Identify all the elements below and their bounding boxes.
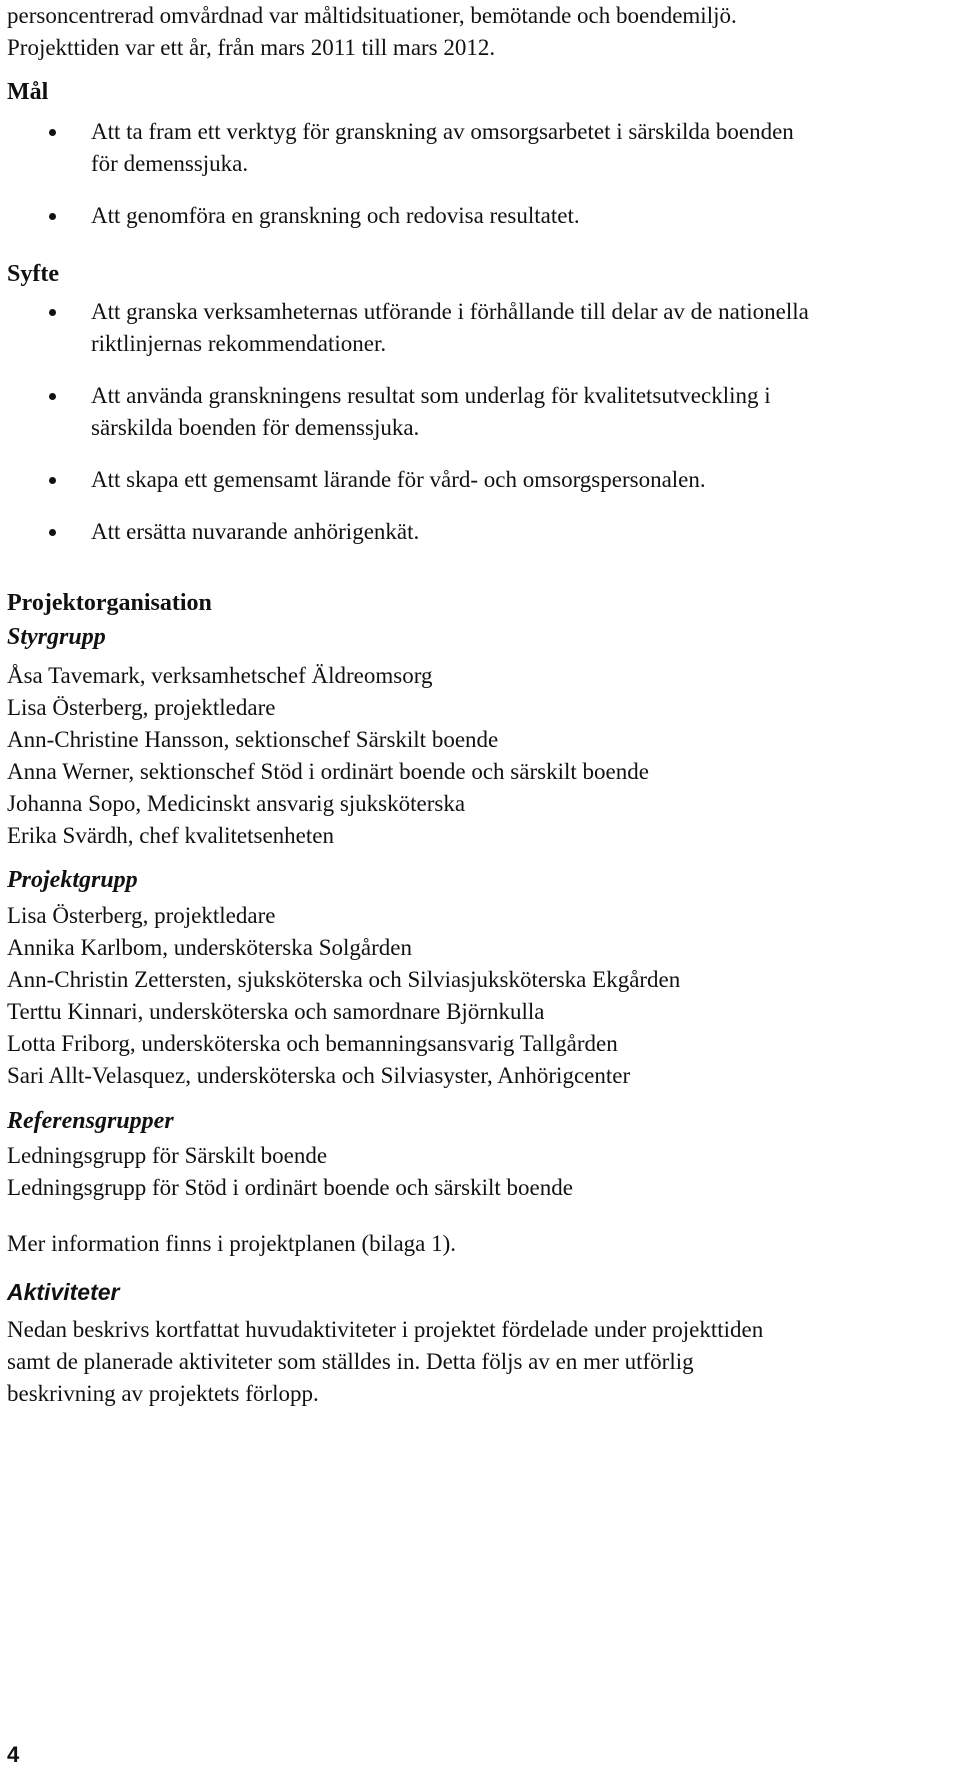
list-item	[7, 200, 807, 232]
list-item	[7, 116, 807, 180]
list-item-text: Att ersätta nuvarande anhörigenkät.	[91, 519, 420, 544]
list-item-text: Att ta fram ett verktyg för granskning av omsorgsarbetet i särskilda boenden för demenssjuka.	[91, 119, 794, 176]
styrgrupp-members	[7, 660, 952, 852]
mal-heading: Mål	[7, 79, 49, 105]
referensgrupper-heading: Referensgrupper	[7, 1108, 174, 1134]
list-item	[7, 380, 857, 444]
member-line: Lisa Österberg, projektledare	[7, 903, 276, 928]
mal-list	[7, 116, 807, 252]
member-line: Erika Svärdh, chef kvalitetsenheten	[7, 823, 334, 848]
paragraph-line: beskrivning av projektets förlopp.	[7, 1381, 319, 1406]
syfte-heading: Syfte	[7, 261, 59, 287]
paragraph-line: samt de planerade aktiviteter som ställdes in. Detta följs av en mer utförlig	[7, 1349, 694, 1374]
list-item	[7, 464, 857, 496]
intro-paragraph	[7, 0, 952, 64]
list-item-text: Att använda granskningens resultat som underlag för kvalitetsutveckling i särskilda boenden för demenssjuka.	[91, 383, 771, 440]
member-line: Terttu Kinnari, undersköterska och samordnare Björnkulla	[7, 999, 545, 1024]
list-item-text: Att genomföra en granskning och redovisa resultatet.	[91, 203, 580, 228]
member-line: Lisa Österberg, projektledare	[7, 695, 276, 720]
bullet-icon	[49, 529, 56, 536]
intro-line: Projekttiden var ett år, från mars 2011 till mars 2012.	[7, 35, 496, 60]
member-line: Sari Allt-Velasquez, undersköterska och Silviasyster, Anhörigcenter	[7, 1063, 631, 1088]
list-item	[7, 516, 857, 548]
member-line: Ledningsgrupp för Särskilt boende	[7, 1143, 328, 1168]
member-line: Annika Karlbom, undersköterska Solgården	[7, 935, 412, 960]
bullet-icon	[49, 309, 56, 316]
projektgrupp-members	[7, 900, 952, 1092]
list-item-text: Att skapa ett gemensamt lärande för vård- och omsorgspersonalen.	[91, 467, 706, 492]
member-line: Ledningsgrupp för Stöd i ordinärt boende och särskilt boende	[7, 1175, 573, 1200]
aktiviteter-paragraph	[7, 1314, 952, 1410]
organisation-heading: Projektorganisation	[7, 590, 212, 616]
page-number: 4	[7, 1742, 20, 1767]
styrgrupp-heading: Styrgrupp	[7, 624, 106, 650]
intro-line: personcentrerad omvårdnad var måltidsituationer, bemötande och boendemiljö.	[7, 3, 737, 28]
list-item-text: Att granska verksamheternas utförande i förhållande till delar av de nationella riktlinjernas rekommendationer.	[91, 299, 809, 356]
more-info-text: Mer information finns i projektplanen (bilaga 1).	[7, 1231, 457, 1256]
paragraph-line: Nedan beskrivs kortfattat huvudaktiviteter i projektet fördelade under projekttiden	[7, 1317, 764, 1342]
member-line: Åsa Tavemark, verksamhetschef Äldreomsorg	[7, 663, 433, 688]
bullet-icon	[49, 477, 56, 484]
bullet-icon	[49, 393, 56, 400]
member-line: Johanna Sopo, Medicinskt ansvarig sjuksköterska	[7, 791, 466, 816]
bullet-icon	[49, 129, 56, 136]
member-line: Lotta Friborg, undersköterska och bemanningsansvarig Tallgården	[7, 1031, 618, 1056]
member-line: Anna Werner, sektionschef Stöd i ordinärt boende och särskilt boende	[7, 759, 649, 784]
syfte-list	[7, 296, 857, 568]
referensgrupper-members	[7, 1140, 952, 1204]
member-line: Ann-Christin Zettersten, sjuksköterska och Silviasjuksköterska Ekgården	[7, 967, 681, 992]
member-line: Ann-Christine Hansson, sektionschef Särskilt boende	[7, 727, 499, 752]
list-item	[7, 296, 857, 360]
bullet-icon	[49, 213, 56, 220]
aktiviteter-heading: Aktiviteter	[7, 1279, 120, 1305]
projektgrupp-heading: Projektgrupp	[7, 867, 138, 893]
